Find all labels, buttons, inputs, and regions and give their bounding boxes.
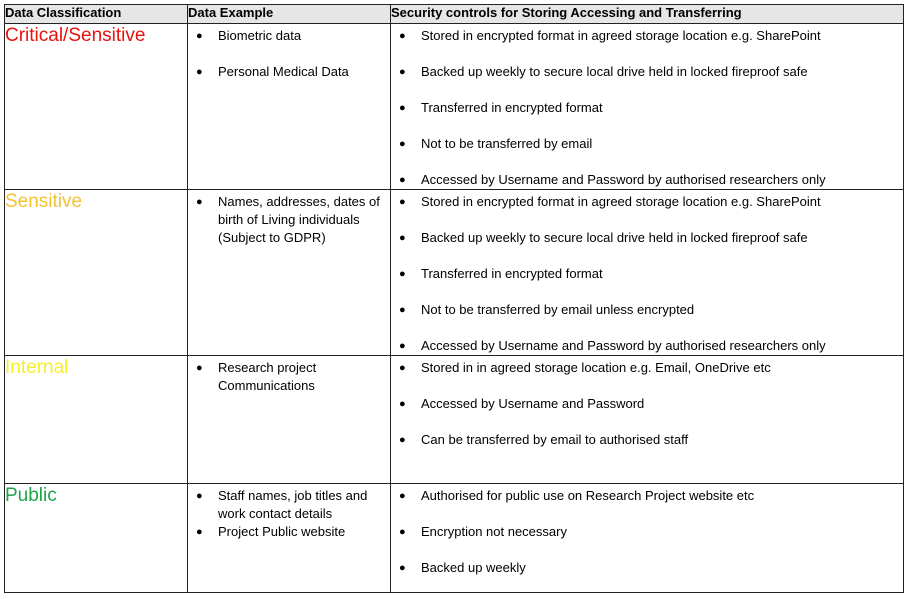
list-item: ● Stored in encrypted format in agreed storage location e.g. SharePoint (399, 194, 821, 209)
bullet-icon: ● (399, 30, 406, 42)
classification-table (4, 4, 904, 593)
bullet-icon: ● (196, 30, 203, 42)
bullet-icon: ● (196, 362, 203, 374)
classification-label: Internal (5, 357, 69, 378)
header-classification: Data Classification (5, 5, 188, 24)
classification-label: Sensitive (5, 191, 83, 212)
table-row (5, 190, 904, 356)
list-item: ● Can be transferred by email to authorised staff (399, 432, 689, 447)
bullet-icon: ● (399, 398, 406, 410)
data-example-cell (188, 24, 391, 190)
list-item: ● Transferred in encrypted format (399, 266, 603, 281)
bullet-icon: ● (399, 268, 406, 280)
table-row (5, 356, 904, 484)
data-example-cell (188, 356, 391, 484)
bullet-icon: ● (399, 340, 406, 352)
header-security-controls: Security controls for Storing Accessing and Transferring (391, 5, 904, 24)
list-item: ● Biometric data (196, 28, 302, 43)
table-row (5, 24, 904, 190)
bullet-icon: ● (196, 526, 203, 538)
bullet-icon: ● (399, 304, 406, 316)
bullet-icon: ● (399, 102, 406, 114)
security-controls-cell (391, 190, 904, 356)
list-item: ● Personal Medical Data (196, 64, 349, 79)
security-controls-cell (391, 24, 904, 190)
security-controls-cell (391, 484, 904, 593)
list-item: ● Accessed by Username and Password (399, 396, 645, 411)
list-item: ● Encryption not necessary (399, 524, 567, 539)
data-example-cell (188, 190, 391, 356)
list-item: ● Not to be transferred by email (399, 136, 593, 151)
data-example-cell (188, 484, 391, 593)
bullet-icon: ● (399, 232, 406, 244)
list-item: ● Staff names, job titles and work contact details (196, 488, 368, 521)
classification-cell (5, 356, 188, 484)
list-item: ● Authorised for public use on Research Project website etc (399, 488, 755, 503)
list-item: ● Names, addresses, dates of birth of Living individuals (Subject to GDPR) (196, 194, 380, 245)
header-row (5, 5, 904, 24)
bullet-icon: ● (399, 434, 406, 446)
list-item: ● Research project Communications (196, 360, 317, 393)
list-item: ● Stored in in agreed storage location e.g. Email, OneDrive etc (399, 360, 771, 375)
list-item: ● Project Public website (196, 524, 346, 539)
bullet-icon: ● (399, 196, 406, 208)
bullet-icon: ● (399, 490, 406, 502)
classification-label: Critical/Sensitive (5, 25, 146, 46)
bullet-icon: ● (196, 196, 203, 208)
bullet-icon: ● (196, 66, 203, 78)
bullet-icon: ● (196, 490, 203, 502)
bullet-icon: ● (399, 66, 406, 78)
security-controls-cell (391, 356, 904, 484)
bullet-icon: ● (399, 562, 406, 574)
bullet-icon: ● (399, 138, 406, 150)
list-item: ● Stored in encrypted format in agreed storage location e.g. SharePoint (399, 28, 821, 43)
list-item: ● Backed up weekly to secure local drive held in locked fireproof safe (399, 230, 808, 245)
list-item: ● Accessed by Username and Password by authorised researchers only (399, 172, 826, 187)
header-data-example: Data Example (188, 5, 391, 24)
list-item: ● Backed up weekly to secure local drive held in locked fireproof safe (399, 64, 808, 79)
classification-cell (5, 484, 188, 593)
list-item: ● Not to be transferred by email unless encrypted (399, 302, 695, 317)
classification-cell (5, 190, 188, 356)
bullet-icon: ● (399, 526, 406, 538)
classification-label: Public (5, 485, 57, 506)
classification-cell (5, 24, 188, 190)
list-item: ● Transferred in encrypted format (399, 100, 603, 115)
list-item: ● Accessed by Username and Password by authorised researchers only (399, 338, 826, 353)
list-item: ● Backed up weekly (399, 560, 526, 575)
bullet-icon: ● (399, 362, 406, 374)
table-row (5, 484, 904, 593)
bullet-icon: ● (399, 174, 406, 186)
